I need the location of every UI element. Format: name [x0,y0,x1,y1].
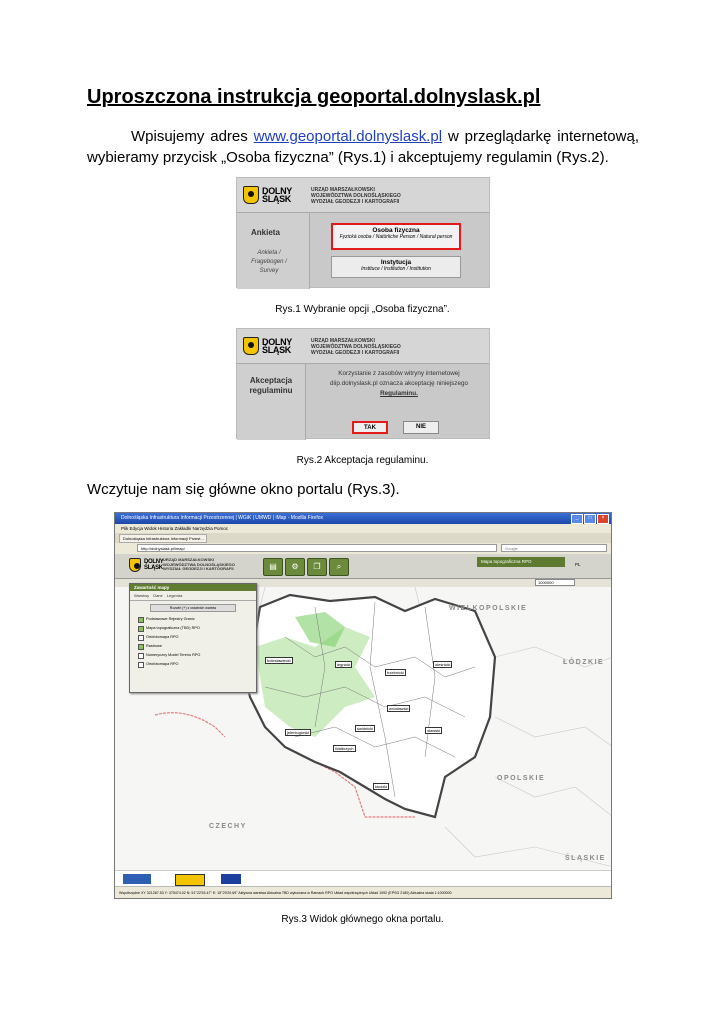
regulamin-message: Korzystanie z zasobów witryny internetowej diip.dolnyslask.pl oznacza akceptację niniejszego Regulaminu. [330,370,468,397]
layer-row[interactable]: Ortofotomapa RPO [130,633,256,642]
fig1-sidebar [237,213,310,289]
caption-2: Rys.2 Akceptacja regulaminu. [296,455,429,466]
logo-text: DOLNY ŚLĄSK [262,186,293,204]
crest-icon [243,337,259,355]
program-logo [123,874,151,884]
layer-checkbox[interactable] [138,626,144,632]
region-label: OPOLSKIE [497,775,546,782]
region-label: WIELKOPOLSKIE [449,605,528,612]
para-word: w [447,128,459,145]
city-label: oleśnicki [435,662,451,667]
minimize-icon[interactable]: _ [571,514,583,524]
fig2-header [237,329,489,364]
city-label: legnicki [337,662,351,667]
tab-legenda[interactable]: Legenda [166,593,183,598]
layer-row[interactable]: Rastrowe [130,642,256,651]
region-label: ŁÓDZKIE [563,659,605,666]
layers-icon[interactable]: ▤ [263,558,283,576]
para-word: adres [210,128,248,145]
para-word: przeglądarkę [464,128,552,145]
regulamin-link[interactable]: Regulaminu. [380,390,418,397]
city-label: Wałbrzych [335,746,354,751]
scale-input[interactable]: 1000000 [535,579,575,586]
geoportal-link[interactable]: www.geoportal.dolnyslask.pl [253,128,443,145]
window-titlebar: Dolnośląska Infrastruktura Informacji Przestrzennej | WGiK | UMWD | iMap - Mozilla Firefox _ □ × [115,513,611,524]
nie-button[interactable]: NIE [403,421,439,434]
instytucja-button[interactable]: Instytucja Instituce / Institution / Institution [331,256,461,278]
intro-paragraph [87,126,639,168]
tak-button[interactable]: TAK [352,421,388,434]
eu-flag-icon [221,874,241,884]
layer-checkbox[interactable] [138,662,144,668]
figure-1-screenshot [236,177,490,288]
region-label: CZECHY [209,823,247,830]
section-heading: Wczytuje nam się główne okno portalu (Rys.3). [87,481,400,498]
map-contents-panel[interactable] [129,583,257,693]
ankieta-label: Ankieta [251,228,280,237]
osoba-fizyczna-button[interactable]: Osoba fizyczna Fyzická osoba / Natürliche Person / Natural person [331,223,461,250]
crest-icon [243,186,259,204]
layer-row[interactable]: Podstawowe Rejestry Granic [130,615,256,624]
caption-3: Rys.3 Widok głównego okna portalu. [281,914,444,925]
tab-warstwy[interactable]: Warstwy [134,593,150,598]
panel-title: Zawartość mapy [130,584,256,591]
status-bar: Współrzędne XY 321287.53 Y: 375474.02 N: 51°22'53.47" E: 15°29'20.69" Aktywna warstwa Aktualna TBD wykonana w Ramach RPO Układ współrzędnych Układ 1992 (EPSG 2180) Aktualna skala 1:1000000 [115,886,611,899]
menu-bar[interactable]: Plik Edycja Widok Historia Zakładki Narzędzia Pomoc [115,524,611,533]
language-select[interactable]: PL [575,562,581,567]
layer-row[interactable]: Numeryczny Model Terenu RPO [130,651,256,660]
city-label: świdnicki [357,726,374,731]
city-label: jeleniogórski [287,730,310,735]
panel-tabs [130,591,256,601]
office-name: URZĄD MARSZAŁKOWSKI WOJEWÓDZTWA DOLNOŚLĄSKIEGO WYDZIAŁ GEODEZJI I KARTOGRAFII [311,338,401,356]
office-name: URZĄD MARSZAŁKOWSKI WOJEWÓDZTWA DOLNOŚLĄSKIEGO WYDZIAŁ GEODEZJI I KARTOGRAFII [163,557,235,571]
dolny-slask-logo [243,186,292,204]
sponsor-logos-bar [115,870,611,887]
url-input[interactable]: http://dolnyslask.pl/imap/ [137,544,497,552]
tools-icon[interactable]: ⚙ [285,558,305,576]
app-header [115,554,611,579]
fig1-header [237,178,489,213]
dolny-slask-logo [243,337,292,355]
city-label: bolesławiecki [267,658,291,663]
city-label: wrocławski [389,706,409,711]
dolny-slask-logo [175,874,205,886]
logo-text: DOLNY ŚLĄSK [262,337,293,355]
maximize-icon[interactable]: □ [584,514,596,524]
city-label: oławski [427,728,441,733]
figure-2-screenshot [236,328,490,439]
address-bar-row [115,543,611,554]
layer-select[interactable]: Mapa topograficzna RPO [477,557,565,567]
tab-bar [115,533,611,543]
ankieta-sub: Ankieta / Fragebogen / Survey [251,250,287,274]
layer-checkbox[interactable] [138,653,144,659]
close-icon[interactable]: × [597,514,609,524]
layer-checkbox[interactable] [138,644,144,650]
para-word: Wpisujemy [131,128,205,145]
crest-icon [129,558,141,572]
layer-row[interactable]: Mapa topograficzna (TBD) RPO [130,624,256,633]
caption-1: Rys.1 Wybranie opcji „Osoba fizyczna”. [275,304,450,315]
region-label: ŚLĄSKIE [565,855,606,862]
browser-tab[interactable]: Dolnośląska Infrastruktura Informacji Przest... [119,534,207,543]
search-input[interactable]: Google [501,544,607,552]
document-title: Uproszczona instrukcja geoportal.dolnyslask.pl [87,86,541,108]
windows-icon[interactable]: ❐ [307,558,327,576]
city-label: kłodzki [375,784,388,789]
para-line-2: wybieramy przycisk „Osoba fizyczna” (Rys.1) i akceptujemy regulamin (Rys.2). [87,149,609,166]
dolny-slask-logo: DOLNY ŚLĄSK [129,558,164,572]
figure-3-screenshot [114,512,612,899]
layer-checkbox[interactable] [138,617,144,623]
tab-dane[interactable]: Dane [153,593,163,598]
fig2-sidebar [237,364,306,440]
para-word: internetową, [557,128,639,145]
expand-layers-button[interactable]: Rozwiń (+) z ostatnich warstw [150,604,236,612]
layer-checkbox[interactable] [138,635,144,641]
office-name: URZĄD MARSZAŁKOWSKI WOJEWÓDZTWA DOLNOŚLĄSKIEGO WYDZIAŁ GEODEZJI I KARTOGRAFII [311,187,401,205]
city-label: trzebnicki [387,670,404,675]
akceptacja-label: Akceptacja regulaminu [249,376,293,395]
layer-row[interactable]: Ortofotomapa RPO [130,660,256,669]
search-icon[interactable]: ⌕ [329,558,349,576]
